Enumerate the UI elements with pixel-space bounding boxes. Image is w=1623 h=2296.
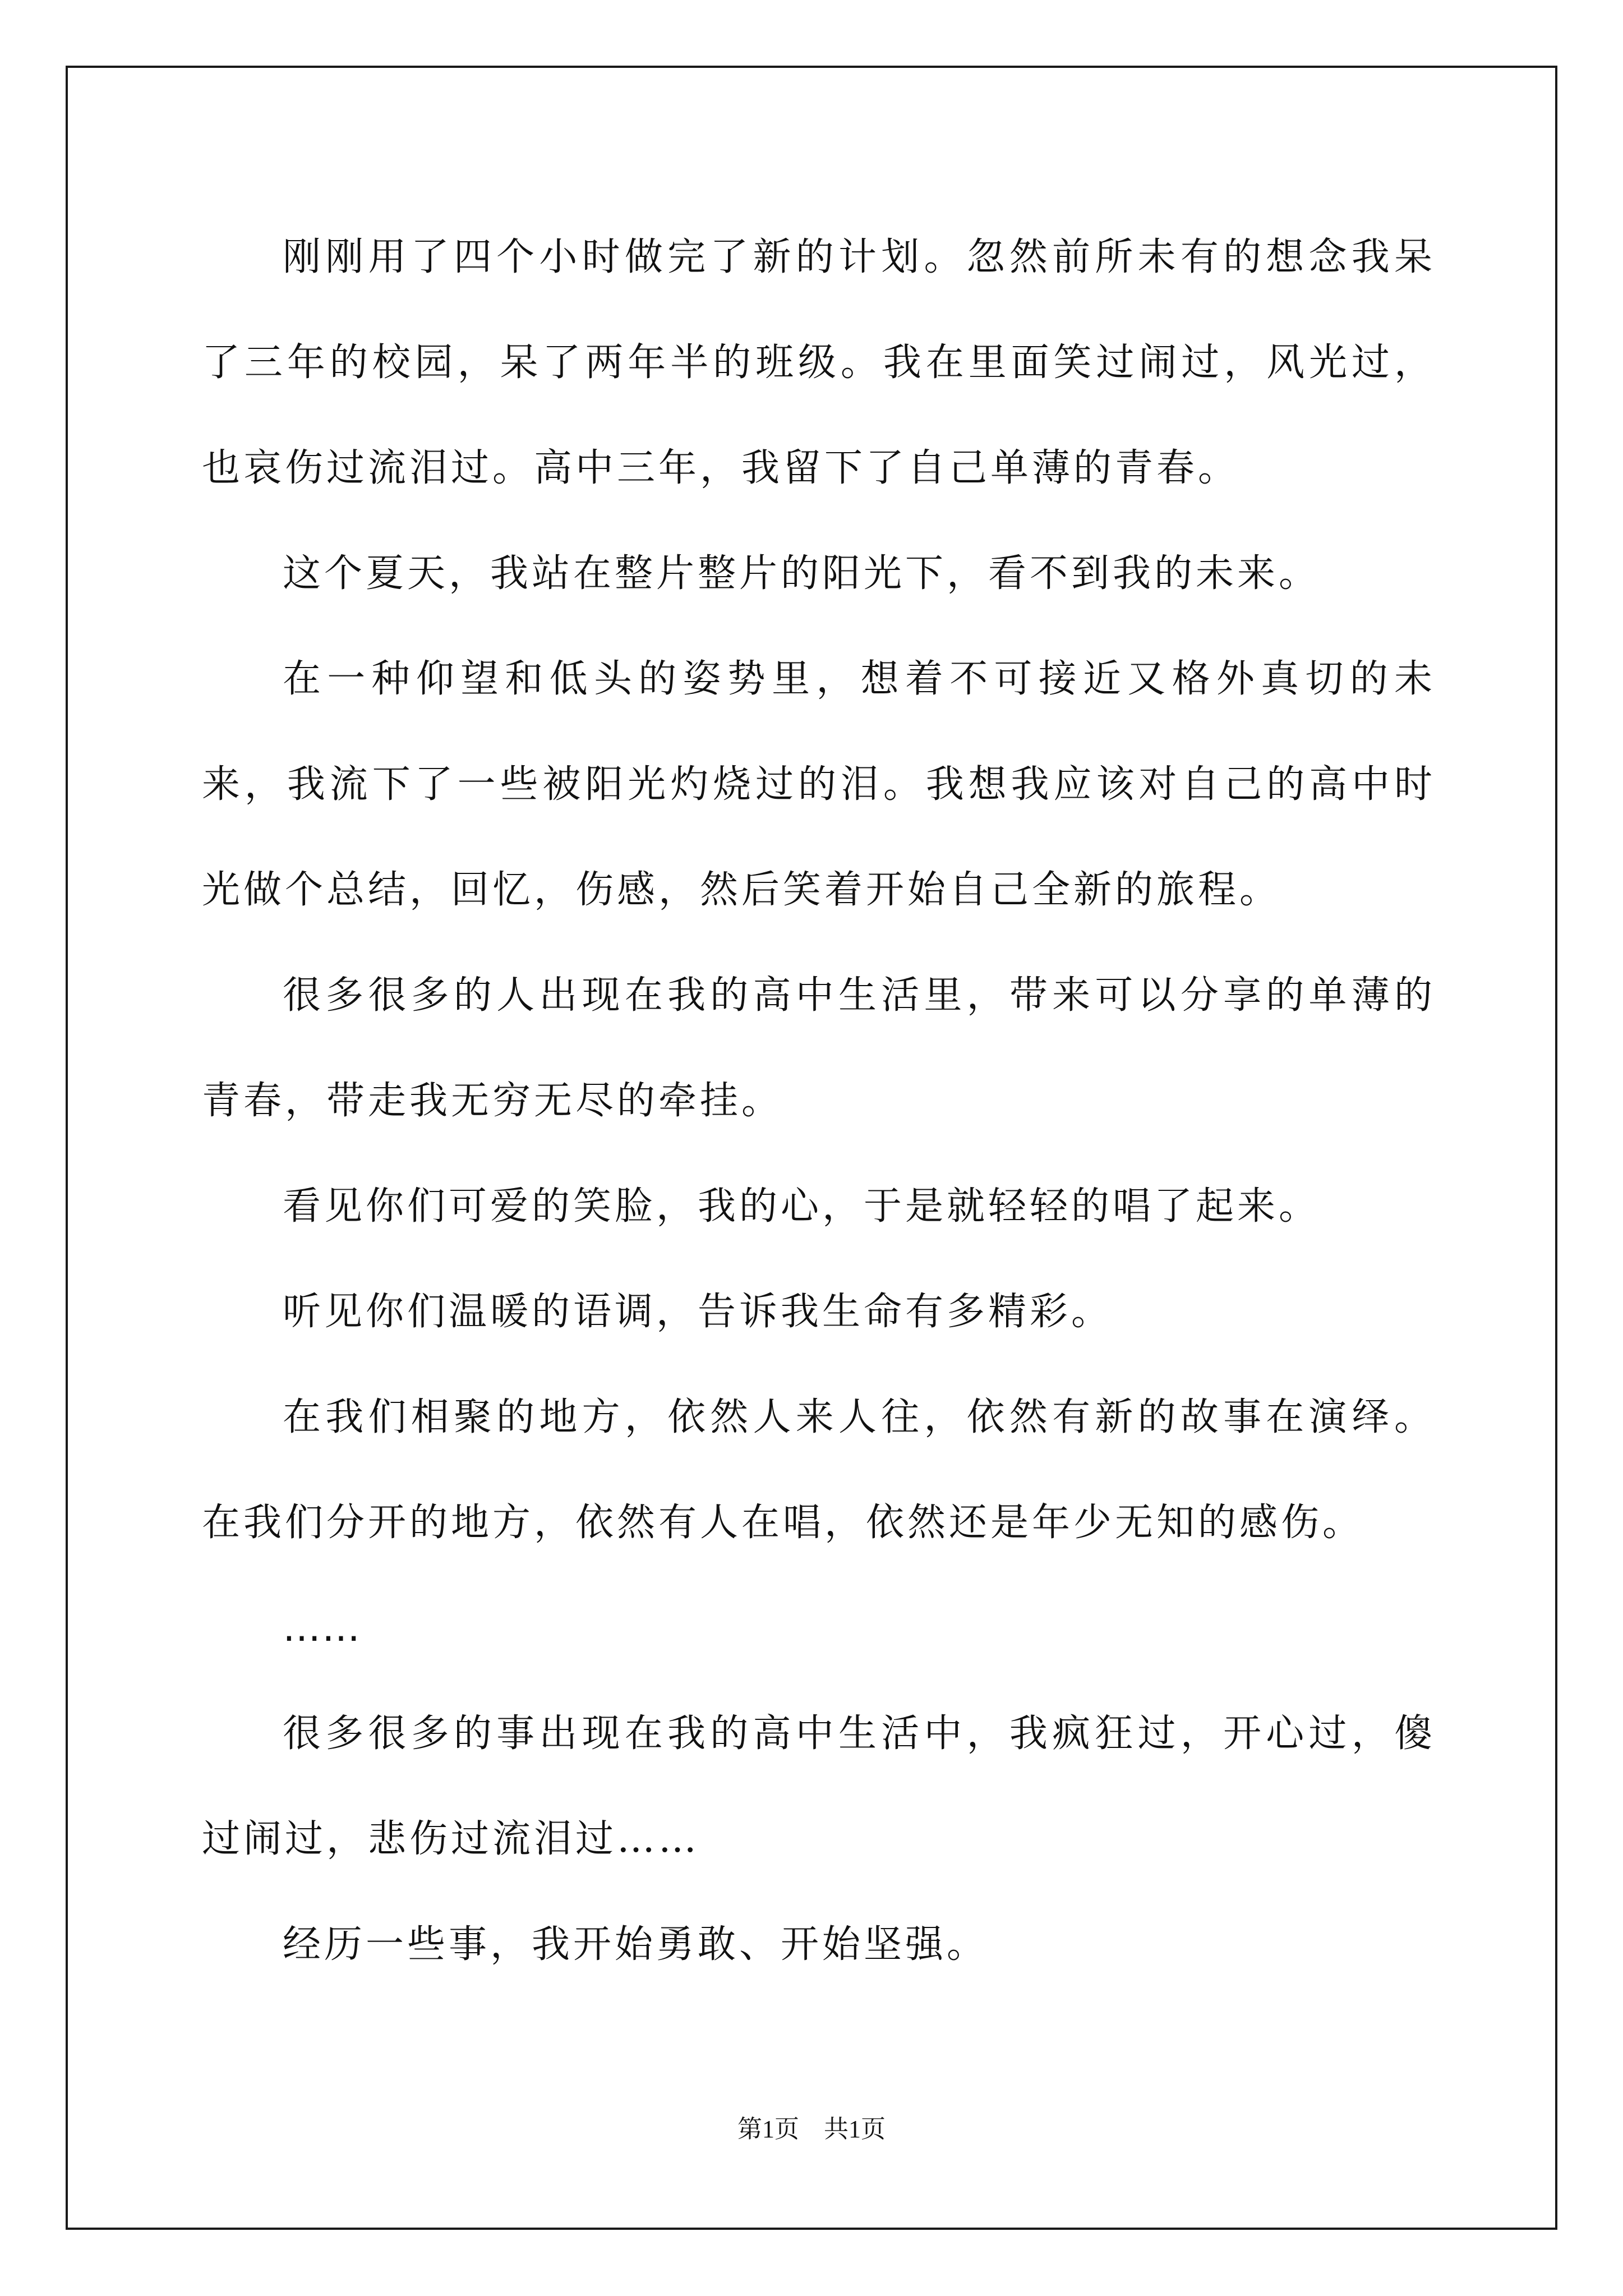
paragraph-9: 很多很多的事出现在我的高中生活中，我疯狂过，开心过，傻过闹过，悲伤过流泪过…… <box>202 1711 1436 1861</box>
document-body <box>202 205 1436 1998</box>
paragraph-7: 在我们相聚的地方，依然人来人往，依然有新的故事在演绎。在我们分开的地方，依然有人在唱，依然还是年少无知的感伤。 <box>202 1395 1436 1545</box>
paragraph-3: 在一种仰望和低头的姿势里，想着不可接近又格外真切的未来，我流下了一些被阳光灼烧过的泪。我想我应该对自己的高中时光做个总结，回忆，伤感，然后笑着开始自己全新的旅程。 <box>202 657 1436 912</box>
paragraph-1: 刚刚用了四个小时做完了新的计划。忽然前所未有的想念我呆了三年的校园，呆了两年半的班级。我在里面笑过闹过，风光过，也哀伤过流泪过。高中三年，我留下了自己单薄的青春。 <box>202 235 1436 490</box>
paragraph-4: 很多很多的人出现在我的高中生活里，带来可以分享的单薄的青春，带走我无穷无尽的牵挂。 <box>202 973 1436 1123</box>
paragraph-5: 看见你们可爱的笑脸，我的心，于是就轻轻的唱了起来。 <box>283 1184 1321 1228</box>
paragraph-6: 听见你们温暖的语调，告诉我生命有多精彩。 <box>283 1290 1113 1334</box>
paragraph-ellipsis: …… <box>283 1606 361 1650</box>
page-number-total: 共1页 <box>824 2115 886 2143</box>
paragraph-2: 这个夏天，我站在整片整片的阳光下，看不到我的未来。 <box>283 551 1321 596</box>
paragraph-10: 经历一些事，我开始勇敢、开始坚强。 <box>283 1922 989 1967</box>
page-number-current: 第1页 <box>737 2115 799 2143</box>
page-footer <box>0 2113 1623 2146</box>
